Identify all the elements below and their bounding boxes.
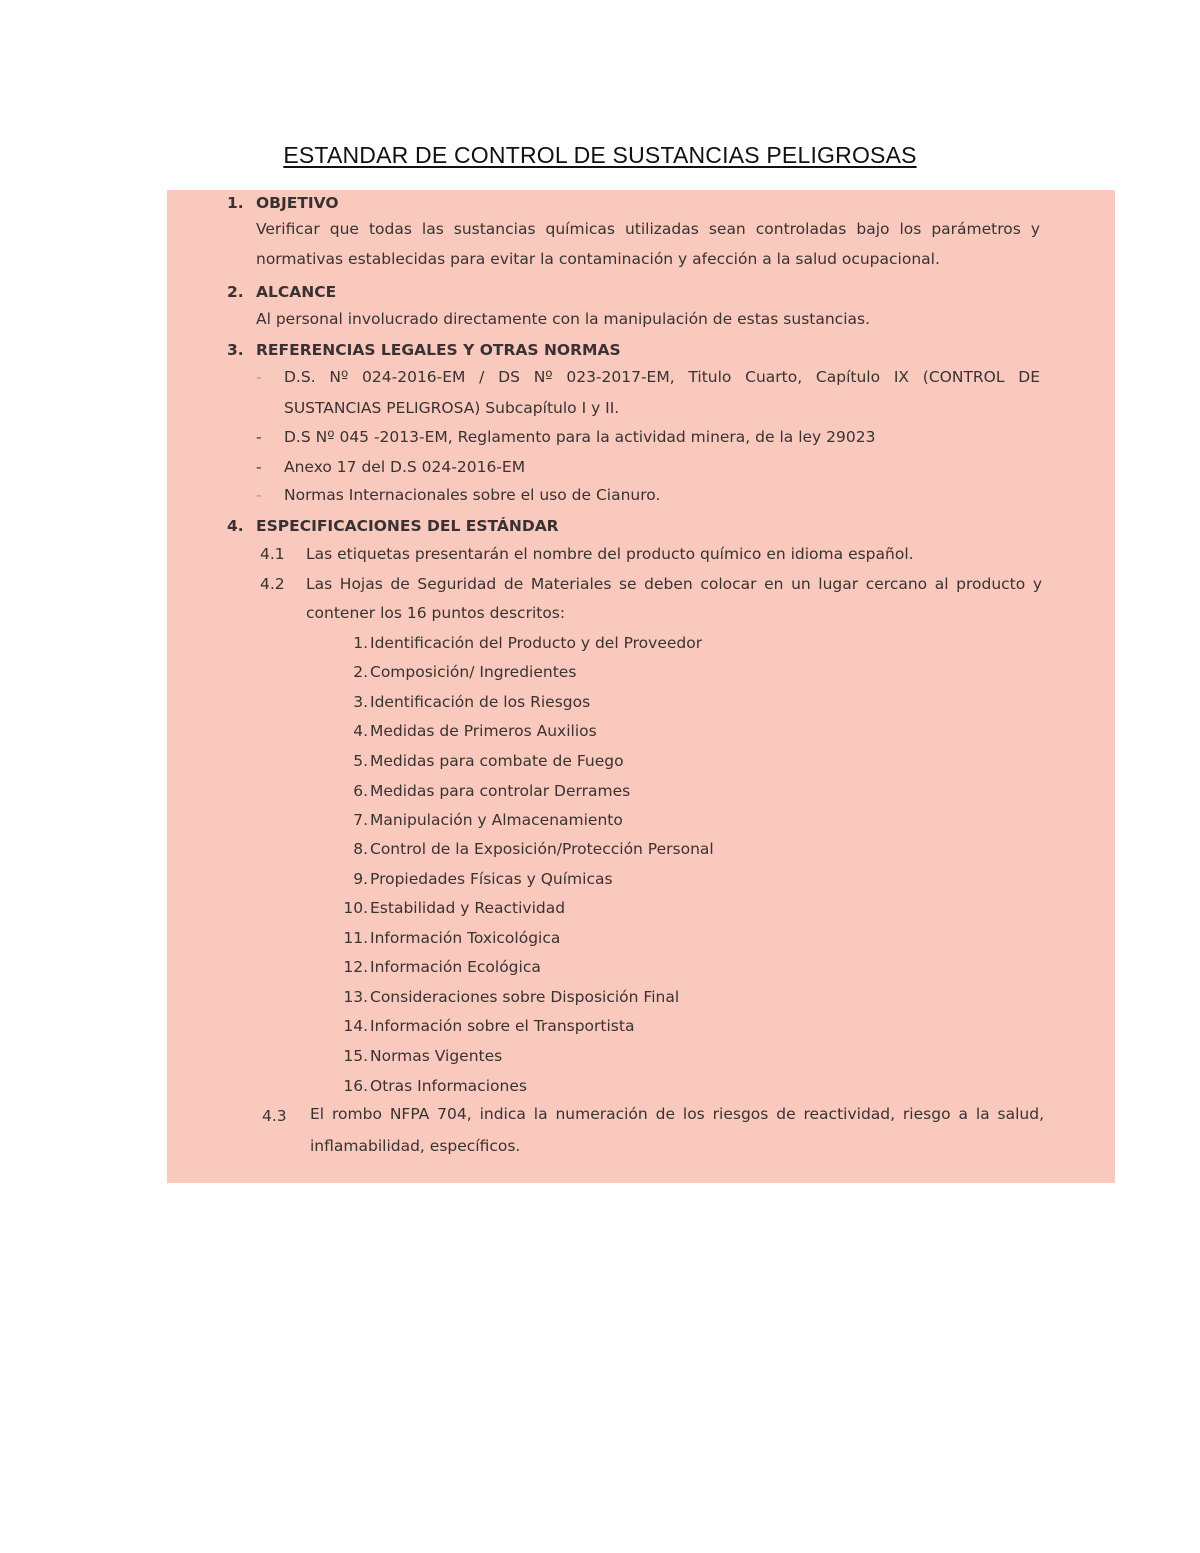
subsection-4-2-number: 4.2 <box>260 575 285 593</box>
subsection-4-3-line-1: El rombo NFPA 704, indica la numeración de los riesgos de reactividad, riesgo a la salud, <box>310 1105 1044 1123</box>
point-text: Información Toxicológica <box>370 929 561 947</box>
point-number: 15. <box>343 1047 368 1065</box>
reference-item-4: Normas Internacionales sobre el uso de Cianuro. <box>284 486 661 504</box>
point-text: Medidas para combate de Fuego <box>370 752 624 770</box>
section-3-heading: REFERENCIAS LEGALES Y OTRAS NORMAS <box>256 341 621 359</box>
subsection-4-3-number: 4.3 <box>262 1107 287 1125</box>
point-number: 3. <box>353 693 368 711</box>
point-number: 7. <box>353 811 368 829</box>
objetivo-text-line-2: normativas establecidas para evitar la contaminación y afección a la salud ocupacional. <box>256 250 940 268</box>
section-4-heading: ESPECIFICACIONES DEL ESTÁNDAR <box>256 517 559 535</box>
point-number: 12. <box>343 958 368 976</box>
subsection-4-2-line-1: Las Hojas de Seguridad de Materiales se deben colocar en un lugar cercano al producto y <box>306 575 1042 593</box>
alcance-text: Al personal involucrado directamente con la manipulación de estas sustancias. <box>256 310 871 328</box>
point-text: Normas Vigentes <box>370 1047 503 1065</box>
subsection-4-1-number: 4.1 <box>260 545 285 563</box>
reference-bullet: - <box>256 486 262 504</box>
point-number: 11. <box>343 929 368 947</box>
point-text: Información Ecológica <box>370 958 541 976</box>
subsection-4-3-line-2: inflamabilidad, específicos. <box>310 1137 521 1155</box>
point-text: Otras Informaciones <box>370 1077 527 1095</box>
point-text: Manipulación y Almacenamiento <box>370 811 623 829</box>
subsection-4-2-line-2: contener los 16 puntos descritos: <box>306 604 566 622</box>
point-number: 1. <box>353 634 368 652</box>
reference-bullet: - <box>256 428 262 446</box>
point-text: Estabilidad y Reactividad <box>370 899 566 917</box>
point-number: 16. <box>343 1077 368 1095</box>
point-text: Consideraciones sobre Disposición Final <box>370 988 680 1006</box>
point-number: 13. <box>343 988 368 1006</box>
section-2-number: 2. <box>227 283 244 301</box>
point-number: 2. <box>353 663 368 681</box>
point-number: 8. <box>353 840 368 858</box>
point-number: 5. <box>353 752 368 770</box>
document-title: ESTANDAR DE CONTROL DE SUSTANCIAS PELIGROSAS <box>283 142 917 168</box>
reference-item-2: D.S Nº 045 -2013-EM, Reglamento para la actividad minera, de la ley 29023 <box>284 428 876 446</box>
point-text: Información sobre el Transportista <box>370 1017 635 1035</box>
reference-item-3: Anexo 17 del D.S 024-2016-EM <box>284 458 526 476</box>
point-number: 10. <box>343 899 368 917</box>
objetivo-text-line-1: Verificar que todas las sustancias químicas utilizadas sean controladas bajo los parámetros y <box>256 220 1040 238</box>
point-text: Control de la Exposición/Protección Personal <box>370 840 714 858</box>
point-number: 9. <box>353 870 368 888</box>
section-4-number: 4. <box>227 517 244 535</box>
point-text: Propiedades Físicas y Químicas <box>370 870 613 888</box>
section-1-number: 1. <box>227 194 244 212</box>
scanned-content-area <box>167 190 1115 1183</box>
section-1-heading: OBJETIVO <box>256 194 339 212</box>
point-text: Medidas para controlar Derrames <box>370 782 631 800</box>
point-text: Identificación del Producto y del Proveedor <box>370 634 703 652</box>
reference-item-1-line-1: D.S. Nº 024-2016-EM / DS Nº 023-2017-EM, Titulo Cuarto, Capítulo IX (CONTROL DE <box>284 368 1040 386</box>
reference-bullet: - <box>256 368 262 386</box>
point-number: 14. <box>343 1017 368 1035</box>
section-3-number: 3. <box>227 341 244 359</box>
subsection-4-1-text: Las etiquetas presentarán el nombre del producto químico en idioma español. <box>306 545 914 563</box>
reference-bullet: - <box>256 458 262 476</box>
reference-item-1-line-2: SUSTANCIAS PELIGROSA) Subcapítulo I y II. <box>284 399 620 417</box>
point-text: Identificación de los Riesgos <box>370 693 591 711</box>
point-text: Medidas de Primeros Auxilios <box>370 722 597 740</box>
point-text: Composición/ Ingredientes <box>370 663 577 681</box>
point-number: 6. <box>353 782 368 800</box>
point-number: 4. <box>353 722 368 740</box>
section-2-heading: ALCANCE <box>256 283 337 301</box>
